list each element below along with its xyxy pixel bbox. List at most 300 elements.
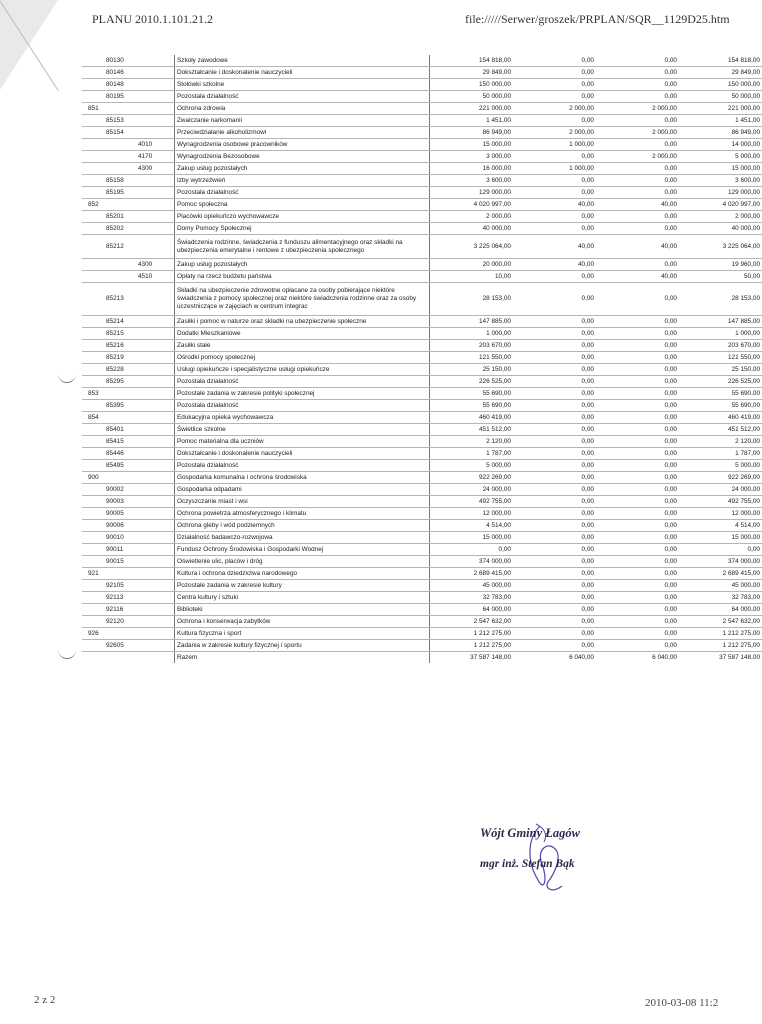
classification-code: 85195 — [82, 187, 175, 199]
plan-after-change: 15 000,00 — [679, 532, 762, 544]
plan-amount: 86 949,00 — [430, 127, 514, 139]
plan-amount: 4 020 997,00 — [430, 199, 514, 211]
plan-after-change: 0,00 — [679, 544, 762, 556]
table-row — [82, 568, 762, 580]
decrease-amount: 0,00 — [513, 400, 596, 412]
row-description: Zadania w zakresie kultury fizycznej i sportu — [175, 640, 430, 652]
plan-amount: 40 000,00 — [430, 223, 514, 235]
table-row — [82, 328, 762, 340]
plan-amount: 1 000,00 — [430, 328, 514, 340]
increase-amount: 0,00 — [596, 223, 679, 235]
row-description: Świadczenia rodzinne, świadczenia z funduszu alimentacyjnego oraz składki na ubezpieczenia emerytalne i rentowe z ubezpieczenia społecznego — [175, 235, 430, 259]
row-description: Wynagrodzenia Bezosobowe — [175, 151, 430, 163]
table-row — [82, 67, 762, 79]
row-description: Izby wytrzeźwień — [175, 175, 430, 187]
increase-amount: 0,00 — [596, 67, 679, 79]
plan-after-change: 24 000,00 — [679, 484, 762, 496]
total-increase: 6 040,00 — [652, 653, 677, 661]
increase-amount: 0,00 — [596, 640, 679, 652]
increase-amount: 0,00 — [596, 472, 679, 484]
plan-after-change: 29 849,00 — [679, 67, 762, 79]
plan-after-change: 1 000,00 — [679, 328, 762, 340]
plan-after-change: 32 783,00 — [679, 592, 762, 604]
decrease-amount: 0,00 — [513, 175, 596, 187]
plan-amount: 451 512,00 — [430, 424, 514, 436]
row-description: Gospodarka odpadami — [175, 484, 430, 496]
table-row — [82, 340, 762, 352]
plan-amount: 45 000,00 — [430, 580, 514, 592]
table-row — [82, 79, 762, 91]
plan-amount: 10,00 — [430, 271, 514, 283]
row-description: Ochrona gleby i wód podziemnych — [175, 520, 430, 532]
classification-code: 85401 — [82, 424, 175, 436]
plan-after-change: 203 670,00 — [679, 340, 762, 352]
classification-code: 85395 — [82, 400, 175, 412]
classification-code: 90010 — [82, 532, 175, 544]
plan-amount: 129 000,00 — [430, 187, 514, 199]
increase-amount: 0,00 — [596, 328, 679, 340]
classification-code: 92120 — [82, 616, 175, 628]
classification-code: 80146 — [82, 67, 175, 79]
increase-amount: 0,00 — [596, 187, 679, 199]
print-datetime: 2010-03-08 11:2 — [645, 997, 719, 1009]
classification-code: 90003 — [82, 496, 175, 508]
decrease-amount: 0,00 — [513, 388, 596, 400]
increase-amount: 0,00 — [596, 604, 679, 616]
table-row — [82, 316, 762, 328]
table-row — [82, 616, 762, 628]
table-row — [82, 424, 762, 436]
table-row — [82, 592, 762, 604]
plan-after-change: 2 547 632,00 — [679, 616, 762, 628]
total-code-cell — [82, 652, 175, 664]
plan-amount: 1 212 275,00 — [430, 640, 514, 652]
plan-after-change: 221 000,00 — [679, 103, 762, 115]
table-row — [82, 556, 762, 568]
plan-after-change: 15 000,00 — [679, 163, 762, 175]
row-description: Zakup usług pozostałych — [175, 163, 430, 175]
plan-amount: 460 419,00 — [430, 412, 514, 424]
row-description: Dokształcanie i doskonalenie nauczycieli — [175, 67, 430, 79]
decrease-amount: 0,00 — [513, 556, 596, 568]
plan-amount: 4 514,00 — [430, 520, 514, 532]
classification-code: 85153 — [82, 115, 175, 127]
plan-after-change: 45 000,00 — [679, 580, 762, 592]
table-row — [82, 388, 762, 400]
plan-after-change: 28 153,00 — [679, 283, 762, 316]
increase-amount: 0,00 — [596, 139, 679, 151]
plan-amount: 3 600,00 — [430, 175, 514, 187]
plan-amount: 55 690,00 — [430, 388, 514, 400]
plan-after-change: 3 600,00 — [679, 175, 762, 187]
plan-amount: 2 120,00 — [430, 436, 514, 448]
table-row — [82, 436, 762, 448]
decrease-amount: 0,00 — [513, 496, 596, 508]
plan-amount: 15 000,00 — [430, 532, 514, 544]
decrease-amount: 0,00 — [513, 424, 596, 436]
decrease-amount: 0,00 — [513, 67, 596, 79]
decrease-amount: 0,00 — [513, 592, 596, 604]
increase-amount: 0,00 — [596, 211, 679, 223]
plan-amount: 3 000,00 — [430, 151, 514, 163]
plan-after-change: 5 000,00 — [679, 151, 762, 163]
row-description: Zasiłki stałe — [175, 340, 430, 352]
increase-amount: 0,00 — [596, 508, 679, 520]
decrease-amount: 0,00 — [513, 283, 596, 316]
plan-amount: 25 150,00 — [430, 364, 514, 376]
row-description: Pozostała działalność — [175, 91, 430, 103]
signature-name: mgr inż. Stefan Bąk — [480, 858, 575, 870]
plan-after-change: 5 000,00 — [679, 460, 762, 472]
classification-code: 85154 — [82, 127, 175, 139]
increase-amount: 0,00 — [596, 340, 679, 352]
table-row — [82, 259, 762, 271]
increase-amount: 0,00 — [596, 376, 679, 388]
plan-amount: 226 525,00 — [430, 376, 514, 388]
classification-code: 851 — [82, 103, 175, 115]
table-row — [82, 139, 762, 151]
plan-after-change: 374 000,00 — [679, 556, 762, 568]
decrease-amount: 40,00 — [513, 199, 596, 211]
classification-code: 4300 — [82, 259, 175, 271]
classification-code: 90006 — [82, 520, 175, 532]
increase-amount: 0,00 — [596, 532, 679, 544]
decrease-amount: 0,00 — [513, 412, 596, 424]
decrease-amount: 0,00 — [513, 460, 596, 472]
table-row — [82, 235, 762, 259]
plan-after-change: 14 000,00 — [679, 139, 762, 151]
row-description: Edukacyjna opieka wychowawcza — [175, 412, 430, 424]
plan-after-change: 2 000,00 — [679, 211, 762, 223]
budget-table — [82, 55, 762, 663]
plan-after-change: 19 960,00 — [679, 259, 762, 271]
total-decrease: 6 040,00 — [569, 653, 594, 661]
plan-amount: 150 000,00 — [430, 79, 514, 91]
plan-after-change: 40 000,00 — [679, 223, 762, 235]
decrease-amount: 0,00 — [513, 271, 596, 283]
table-row — [82, 199, 762, 211]
table-row — [82, 412, 762, 424]
decrease-amount: 0,00 — [513, 616, 596, 628]
decrease-amount: 0,00 — [513, 436, 596, 448]
classification-code: 85495 — [82, 460, 175, 472]
decrease-amount: 0,00 — [513, 484, 596, 496]
plan-amount: 154 818,00 — [430, 55, 514, 67]
decrease-amount: 0,00 — [513, 340, 596, 352]
table-row — [82, 640, 762, 652]
increase-amount: 0,00 — [596, 79, 679, 91]
table-row — [82, 532, 762, 544]
plan-after-change: 64 000,00 — [679, 604, 762, 616]
row-description: Ochrona zdrowia — [175, 103, 430, 115]
increase-amount: 0,00 — [596, 628, 679, 640]
table-row — [82, 91, 762, 103]
classification-code: 90002 — [82, 484, 175, 496]
plan-amount: 29 849,00 — [430, 67, 514, 79]
row-description: Pozostała działalność — [175, 460, 430, 472]
plan-after-change: 4 514,00 — [679, 520, 762, 532]
decrease-amount: 40,00 — [513, 235, 596, 259]
plan-amount: 20 000,00 — [430, 259, 514, 271]
decrease-amount: 0,00 — [513, 91, 596, 103]
plan-amount: 3 225 064,00 — [430, 235, 514, 259]
decrease-amount: 0,00 — [513, 364, 596, 376]
row-description: Pomoc materialna dla uczniów — [175, 436, 430, 448]
decrease-amount: 0,00 — [513, 508, 596, 520]
table-row — [82, 115, 762, 127]
plan-after-change: 12 000,00 — [679, 508, 762, 520]
row-description: Składki na ubezpieczenie zdrowotne opłacane za osoby pobierające niektóre świadczenia z pomocy społecznej oraz niektóre świadczenia rodzinne oraz za osoby uczestniczące w zajęciach w centrum integrac — [175, 283, 430, 316]
plan-amount: 32 783,00 — [430, 592, 514, 604]
row-description: Fundusz Ochrony Środowiska i Gospodarki Wodnej — [175, 544, 430, 556]
classification-code: 85214 — [82, 316, 175, 328]
plan-amount: 2 547 632,00 — [430, 616, 514, 628]
table-row — [82, 508, 762, 520]
decrease-amount: 0,00 — [513, 55, 596, 67]
increase-amount: 2 000,00 — [596, 103, 679, 115]
classification-code: 80148 — [82, 79, 175, 91]
plan-amount: 2 689 415,00 — [430, 568, 514, 580]
increase-amount: 0,00 — [596, 364, 679, 376]
table-row — [82, 223, 762, 235]
classification-code: 85202 — [82, 223, 175, 235]
plan-after-change: 50,00 — [679, 271, 762, 283]
increase-amount: 0,00 — [596, 91, 679, 103]
classification-code: 90015 — [82, 556, 175, 568]
increase-amount: 0,00 — [596, 283, 679, 316]
table-row — [82, 283, 762, 316]
increase-amount: 0,00 — [596, 424, 679, 436]
table-row — [82, 187, 762, 199]
row-description: Wynagrodzenia osobowe pracowników — [175, 139, 430, 151]
row-description: Kultura fizyczna i sport — [175, 628, 430, 640]
plan-amount: 203 670,00 — [430, 340, 514, 352]
plan-after-change: 2 689 415,00 — [679, 568, 762, 580]
plan-after-change: 1 451,00 — [679, 115, 762, 127]
increase-amount: 0,00 — [596, 496, 679, 508]
row-description: Biblioteki — [175, 604, 430, 616]
decrease-amount: 0,00 — [513, 115, 596, 127]
table-row — [82, 520, 762, 532]
plan-after-change: 50 000,00 — [679, 91, 762, 103]
classification-code: 80130 — [82, 55, 175, 67]
classification-code: 85228 — [82, 364, 175, 376]
signature-title: Wójt Gminy Łagów — [480, 826, 581, 840]
row-description: Dokształcanie i doskonalenie nauczycieli — [175, 448, 430, 460]
plan-after-change: 451 512,00 — [679, 424, 762, 436]
classification-code: 85295 — [82, 376, 175, 388]
plan-amount: 12 000,00 — [430, 508, 514, 520]
plan-after-change: 492 755,00 — [679, 496, 762, 508]
table-row — [82, 544, 762, 556]
classification-code: 92116 — [82, 604, 175, 616]
budget-table-body — [82, 55, 762, 663]
increase-amount: 0,00 — [596, 592, 679, 604]
row-description: Ochrona powietrza atmosferycznego i klimatu — [175, 508, 430, 520]
decrease-amount: 0,00 — [513, 640, 596, 652]
plan-amount: 492 755,00 — [430, 496, 514, 508]
plan-amount: 374 000,00 — [430, 556, 514, 568]
row-description: Pomoc społeczna — [175, 199, 430, 211]
plan-after-change: 150 000,00 — [679, 79, 762, 91]
increase-amount: 0,00 — [596, 115, 679, 127]
plan-after-change: 1 212 275,00 — [679, 640, 762, 652]
plan-after-change: 154 818,00 — [679, 55, 762, 67]
plan-after-change: 55 690,00 — [679, 388, 762, 400]
row-description: Kultura i ochrona dziedzictwa narodowego — [175, 568, 430, 580]
classification-code: 4300 — [82, 163, 175, 175]
table-row — [82, 400, 762, 412]
increase-amount: 2 000,00 — [596, 151, 679, 163]
decrease-amount: 0,00 — [513, 151, 596, 163]
plan-amount: 121 550,00 — [430, 352, 514, 364]
decrease-amount: 0,00 — [513, 328, 596, 340]
row-description: Gospodarka komunalna i ochrona środowiska — [175, 472, 430, 484]
increase-amount: 0,00 — [596, 55, 679, 67]
decrease-amount: 2 000,00 — [513, 103, 596, 115]
increase-amount: 0,00 — [596, 580, 679, 592]
table-row — [82, 127, 762, 139]
plan-amount: 0,00 — [430, 544, 514, 556]
classification-code: 85216 — [82, 340, 175, 352]
increase-amount: 0,00 — [596, 259, 679, 271]
table-row — [82, 103, 762, 115]
classification-code: 852 — [82, 199, 175, 211]
table-row — [82, 211, 762, 223]
row-description: Centra kultury i sztuki — [175, 592, 430, 604]
table-row — [82, 376, 762, 388]
plan-amount: 1 787,00 — [430, 448, 514, 460]
increase-amount: 0,00 — [596, 460, 679, 472]
increase-amount: 0,00 — [596, 448, 679, 460]
plan-after-change: 129 000,00 — [679, 187, 762, 199]
row-description: Pozostała działalność — [175, 187, 430, 199]
classification-code: 921 — [82, 568, 175, 580]
row-description: Szkoły zawodowe — [175, 55, 430, 67]
plan-amount: 922 269,00 — [430, 472, 514, 484]
decrease-amount: 40,00 — [513, 259, 596, 271]
row-description: Pozostała działalność — [175, 376, 430, 388]
plan-amount: 15 000,00 — [430, 139, 514, 151]
plan-amount: 221 000,00 — [430, 103, 514, 115]
increase-amount: 40,00 — [596, 199, 679, 211]
plan-amount: 5 000,00 — [430, 460, 514, 472]
plan-amount: 1 212 275,00 — [430, 628, 514, 640]
row-description: Ośrodki pomocy społecznej — [175, 352, 430, 364]
table-row — [82, 364, 762, 376]
increase-amount: 40,00 — [596, 271, 679, 283]
punch-hole-mark — [58, 648, 76, 659]
row-description: Pozostałe zadania w zakresie polityki społecznej — [175, 388, 430, 400]
row-description: Stołówki szkolne — [175, 79, 430, 91]
decrease-amount: 0,00 — [513, 448, 596, 460]
plan-amount: 16 000,00 — [430, 163, 514, 175]
page-number: 2 z 2 — [34, 994, 56, 1006]
classification-code: 85158 — [82, 175, 175, 187]
increase-amount: 0,00 — [596, 520, 679, 532]
classification-code: 85201 — [82, 211, 175, 223]
row-description: Domy Pomocy Społecznej — [175, 223, 430, 235]
row-description: Dodatki Mieszkaniowe — [175, 328, 430, 340]
increase-amount: 40,00 — [596, 235, 679, 259]
row-description: Ochrona i konserwacja zabytków — [175, 616, 430, 628]
classification-code: 92113 — [82, 592, 175, 604]
classification-code: 926 — [82, 628, 175, 640]
decrease-amount: 0,00 — [513, 532, 596, 544]
classification-code: 85215 — [82, 328, 175, 340]
decrease-amount: 0,00 — [513, 472, 596, 484]
table-row — [82, 460, 762, 472]
classification-code: 4170 — [82, 151, 175, 163]
plan-amount: 1 451,00 — [430, 115, 514, 127]
increase-amount: 2 000,00 — [596, 127, 679, 139]
table-row — [82, 472, 762, 484]
row-description: Przeciwdziałanie alkoholizmowi — [175, 127, 430, 139]
increase-amount: 0,00 — [596, 436, 679, 448]
decrease-amount: 0,00 — [513, 520, 596, 532]
increase-amount: 0,00 — [596, 556, 679, 568]
plan-after-change: 922 269,00 — [679, 472, 762, 484]
classification-code: 85446 — [82, 448, 175, 460]
plan-amount: 24 000,00 — [430, 484, 514, 496]
plan-amount: 64 000,00 — [430, 604, 514, 616]
plan-after-change: 460 419,00 — [679, 412, 762, 424]
plan-after-change: 1 212 275,00 — [679, 628, 762, 640]
decrease-amount: 0,00 — [513, 79, 596, 91]
plan-amount: 2 000,00 — [430, 211, 514, 223]
table-row — [82, 271, 762, 283]
classification-code: 80195 — [82, 91, 175, 103]
classification-code: 854 — [82, 412, 175, 424]
plan-after-change: 55 690,00 — [679, 400, 762, 412]
table-row — [82, 484, 762, 496]
plan-amount: 28 153,00 — [430, 283, 514, 316]
decrease-amount: 1 000,00 — [513, 139, 596, 151]
table-row — [82, 628, 762, 640]
increase-amount: 0,00 — [596, 484, 679, 496]
classification-code: 4010 — [82, 139, 175, 151]
row-description: Zwalczanie narkomanii — [175, 115, 430, 127]
plan-amount: 50 000,00 — [430, 91, 514, 103]
classification-code: 92105 — [82, 580, 175, 592]
classification-code: 85219 — [82, 352, 175, 364]
plan-amount: 147 885,00 — [430, 316, 514, 328]
plan-after-change: 147 885,00 — [679, 316, 762, 328]
decrease-amount: 0,00 — [513, 352, 596, 364]
total-after: 37 587 148,00 — [719, 653, 760, 661]
print-header-title: PLANU 2010.1.101.21.2 — [92, 12, 214, 26]
total-row — [82, 652, 762, 664]
row-description: Działalność badawczo-rozwojowa — [175, 532, 430, 544]
classification-code: 85212 — [82, 235, 175, 259]
total-plan: 37 587 148,00 — [470, 653, 511, 661]
increase-amount: 0,00 — [596, 352, 679, 364]
classification-code: 85213 — [82, 283, 175, 316]
total-label: Razem — [175, 652, 430, 664]
plan-after-change: 86 949,00 — [679, 127, 762, 139]
plan-after-change: 121 550,00 — [679, 352, 762, 364]
table-row — [82, 604, 762, 616]
plan-after-change: 4 020 997,00 — [679, 199, 762, 211]
table-row — [82, 496, 762, 508]
table-row — [82, 580, 762, 592]
decrease-amount: 2 000,00 — [513, 127, 596, 139]
classification-code: 92605 — [82, 640, 175, 652]
table-row — [82, 352, 762, 364]
increase-amount: 0,00 — [596, 412, 679, 424]
increase-amount: 0,00 — [596, 388, 679, 400]
decrease-amount: 0,00 — [513, 211, 596, 223]
